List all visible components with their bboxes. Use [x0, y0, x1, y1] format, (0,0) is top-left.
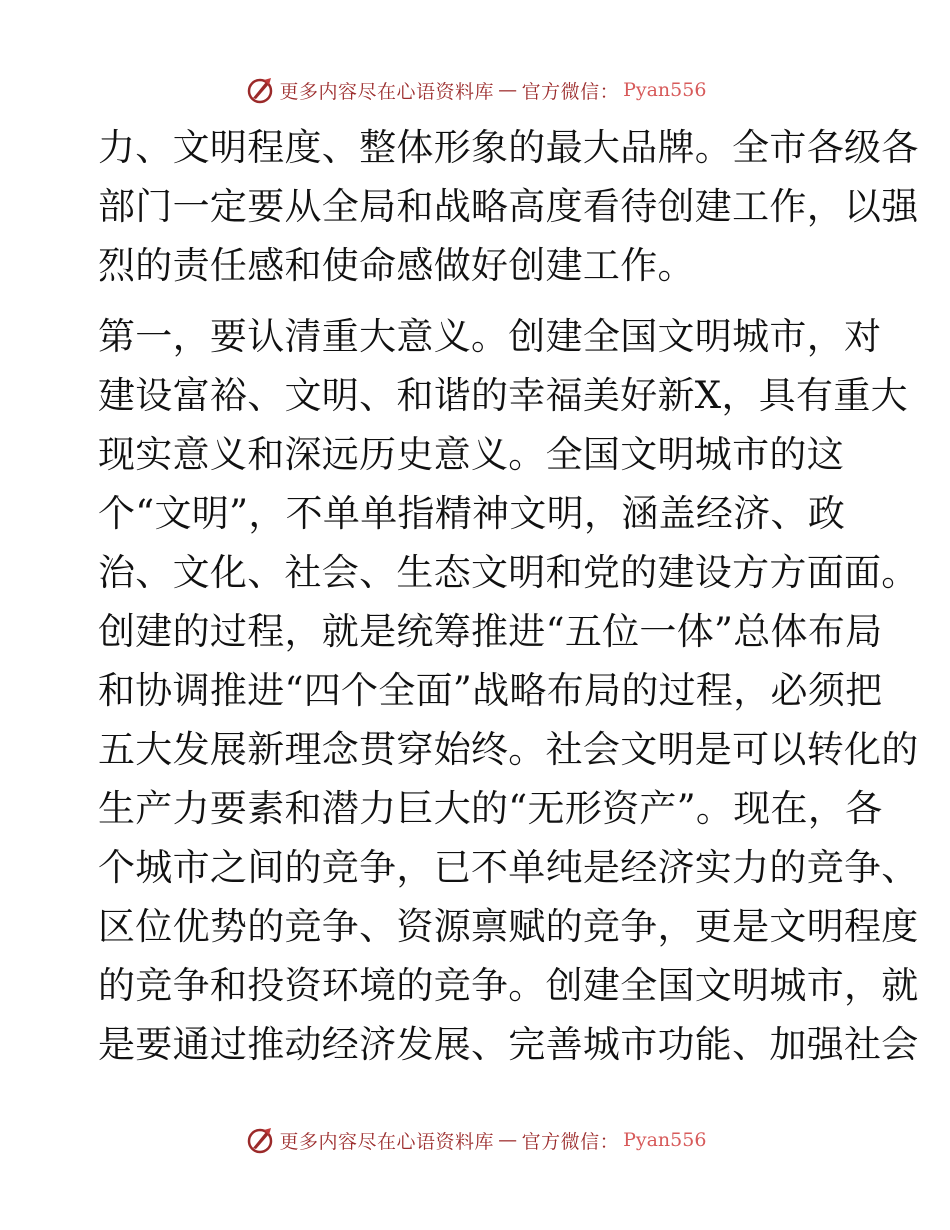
text-line: 部门一定要从全局和战略高度看待创建工作，以强	[98, 185, 919, 228]
paragraph-gap	[98, 295, 858, 307]
watermark-separator: —	[498, 1129, 518, 1151]
text-line: 区位优势的竞争、资源禀赋的竞争，更是文明程度	[98, 905, 919, 948]
text-line: 五大发展新理念贯穿始终。社会文明是可以转化的	[98, 728, 919, 771]
text-line: 创建的过程，就是统筹推进“五位一体”总体布局	[98, 610, 883, 653]
watermark-separator: —	[498, 79, 518, 101]
text-line: 的竞争和投资环境的竞争。创建全国文明城市，就	[98, 964, 919, 1007]
text-line: 治、文化、社会、生态文明和党的建设方方面面。	[98, 551, 919, 594]
text-line: 生产力要素和潜力巨大的“无形资产”。现在，各	[98, 787, 883, 830]
text-line: 烈的责任感和使命感做好创建工作。	[98, 244, 695, 287]
watermark-text: 更多内容尽在心语资料库	[279, 80, 495, 103]
footer-watermark	[0, 1120, 950, 1160]
header-watermark	[0, 70, 950, 110]
text-line: 是要通过推动经济发展、完善城市功能、加强社会	[98, 1023, 919, 1066]
watermark-text: 更多内容尽在心语资料库	[279, 1130, 495, 1153]
text-line: 建设富裕、文明、和谐的幸福美好新X，具有重大	[98, 374, 908, 417]
document-body	[98, 118, 919, 1074]
watermark-wechat-id: Pyan556	[623, 79, 707, 101]
text-line: 个城市之间的竞争，已不单纯是经济实力的竞争、	[98, 846, 919, 889]
quill-logo-icon	[244, 74, 276, 106]
watermark-wechat-id: Pyan556	[623, 1129, 707, 1151]
text-line: 个“文明”，不单单指精神文明，涵盖经济、政	[98, 492, 846, 535]
watermark-wechat-label: 官方微信：	[521, 80, 620, 103]
text-line: 现实意义和深远历史意义。全国文明城市的这	[98, 433, 844, 476]
watermark-wechat-label: 官方微信：	[521, 1130, 620, 1153]
text-line: 第一，要认清重大意义。创建全国文明城市，对	[98, 315, 882, 358]
paragraph-1	[98, 118, 919, 295]
quill-logo-icon	[244, 1124, 276, 1156]
text-line: 和协调推进“四个全面”战略布局的过程，必须把	[98, 669, 883, 712]
text-line: 力、文明程度、整体形象的最大品牌。全市各级各	[98, 126, 919, 169]
paragraph-2	[98, 307, 919, 1074]
